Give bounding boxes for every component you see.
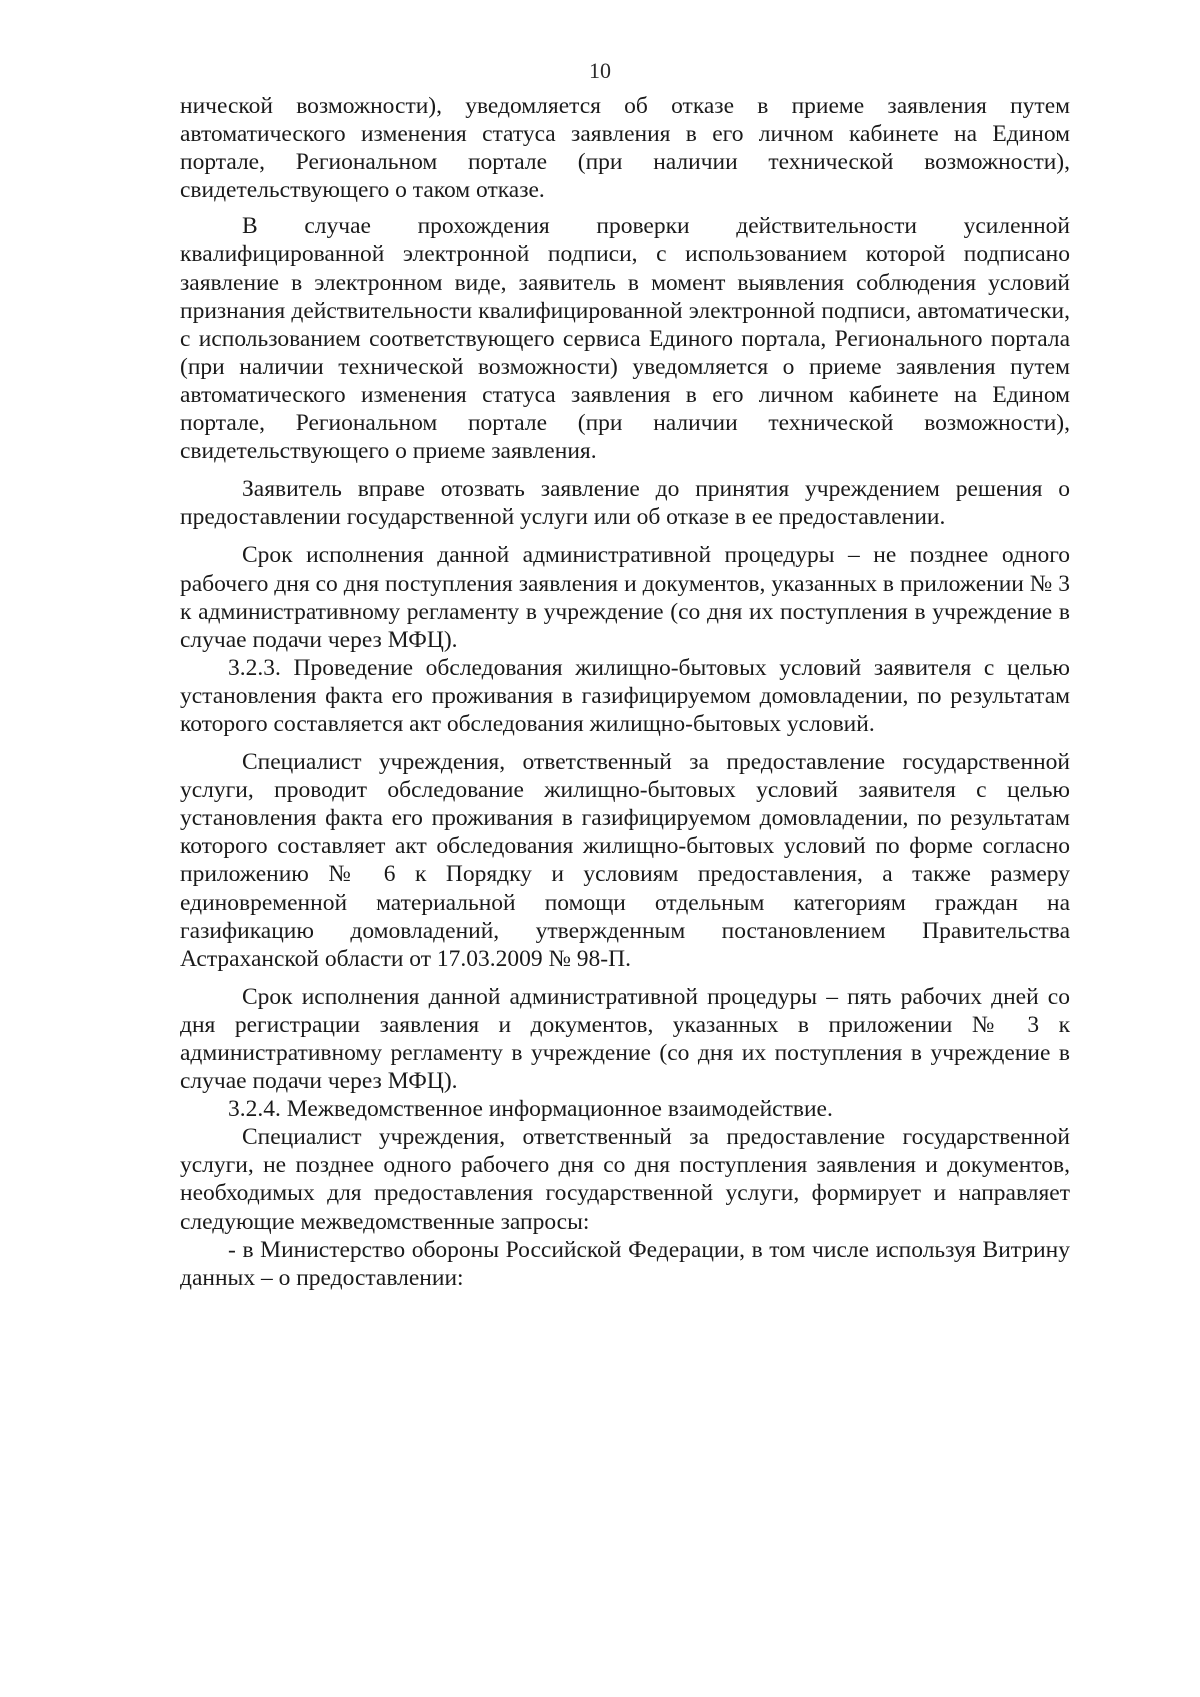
paragraph-section-3-2-4: 3.2.4. Межведомственное информационное взаимодействие.	[228, 1096, 833, 1123]
paragraph-deadline-inspection: Срок исполнения данной административной процедуры – пять рабочих дней со дня регистрации заявления и документов, указанных в приложении № 3 к административному регламенту в учреждение (со дня их поступления в учреждение в случае подачи через МФЦ).	[180, 983, 1070, 1095]
paragraph-section-3-2-3: 3.2.3. Проведение обследования жилищно-бытовых условий заявителя с целью установления факта его проживания в газифицируемом домовладении, по результатам которого составляется акт обследования жилищно-бытовых условий.	[180, 654, 1070, 737]
paragraph-interagency-requests: Специалист учреждения, ответственный за предоставление государственной услуги, не позднее одного рабочего дня со дня поступления заявления и документов, необходимых для предоставления государственной услуги, формирует и направляет следующие межведомственные запросы:	[180, 1124, 1070, 1235]
paragraph-continuation: нической возможности), уведомляется об отказе в приеме заявления путем автоматического изменения статуса заявления в его личном кабинете на Едином портале, Региональном портале (при наличии технической возможности), свидетельствующего о таком отказе.	[180, 93, 1070, 204]
document-body	[180, 92, 1070, 1292]
paragraph-withdrawal: Заявитель вправе отозвать заявление до принятия учреждением решения о предоставлении государственной услуги или об отказе в ее предоставлении.	[180, 476, 1070, 531]
paragraph-deadline-registration: Срок исполнения данной административной процедуры – не позднее одного рабочего дня со дня поступления заявления и документов, указанных в приложении № 3 к административному регламенту в учреждение (со дня их поступления в учреждение в случае подачи через МФЦ).	[180, 542, 1070, 653]
paragraph-inspection: Специалист учреждения, ответственный за предоставление государственной услуги, проводит обследование жилищно-бытовых условий заявителя с целью установления факта его проживания в газифицируемом домовладении, по результатам которого составляет акт обследования жилищно-бытовых условий по форме согласно приложению № 6 к Порядку и условиям предоставления, а также размеру единовременной материальной помощи отдельным категориям граждан на газификацию домовладений, утвержденным постановлением Правительства Астраханской области от 17.03.2009 № 98-П.	[180, 749, 1070, 972]
paragraph-ministry-defense: - в Министерство обороны Российской Федерации, в том числе используя Витрину данных – о предоставлении:	[180, 1236, 1070, 1291]
page-number: 10	[589, 58, 611, 83]
paragraph-signature-check: В случае прохождения проверки действительности усиленной квалифицированной электронной подписи, с использованием которой подписано заявление в электронном виде, заявитель в момент выявления соблюдения условий признания действительности квалифицированной электронной подписи, автоматически, с использованием соответствующего сервиса Единого портала, Регионального портала (при наличии технической возможности) уведомляется о приеме заявления путем автоматического изменения статуса заявления в его личном кабинете на Едином портале, Региональном портале (при наличии технической возможности), свидетельствующего о приеме заявления.	[180, 213, 1070, 465]
